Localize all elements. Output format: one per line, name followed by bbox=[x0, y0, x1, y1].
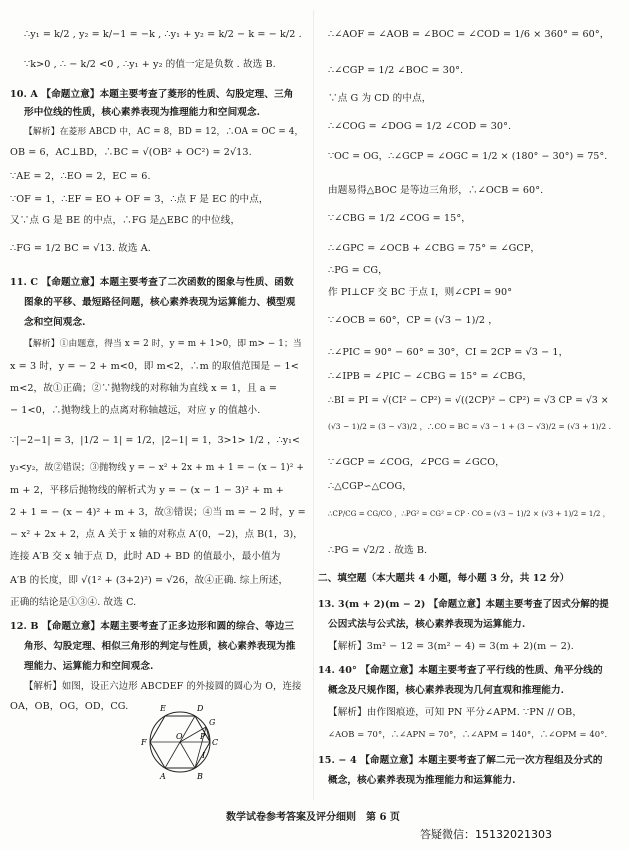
text-line: 【解析】在菱形 ABCD 中，AC = 8，BD = 12，∴OA = OC = 4， bbox=[24, 127, 304, 137]
contact-info: 答疑微信：15132021303 bbox=[420, 828, 552, 841]
text-line: 角形、勾股定理、相似三角形的判定与性质，核心素养表现为推 bbox=[24, 641, 296, 652]
label-a: A bbox=[160, 772, 166, 781]
text-line: 【解析】3m² − 12 = 3(m² − 4) = 3(m + 2)(m − 2). bbox=[328, 641, 574, 652]
label-g: G bbox=[209, 718, 216, 727]
text-line: ∴PG = √2/2 . 故选 B. bbox=[328, 545, 428, 556]
text-line: m<2，故①正确；②∵抛物线的对称轴为直线 x = 1，且 a = bbox=[10, 383, 277, 394]
problem-15-header: 15. − 4 【命题立意】本题主要考查了解二元一次方程组及分式的 bbox=[318, 755, 603, 766]
text-line: − 1<0，∴抛物线上的点离对称轴越远，对应 y 的值越小. bbox=[10, 405, 261, 416]
text-line: ∴∠AOF = ∠AOB = ∠BOC = ∠COD = 1/6 × 360° = 60°， bbox=[328, 29, 610, 40]
text-line: 概念，核心素养表现为推理能力和运算能力. bbox=[328, 775, 516, 786]
label-b: B bbox=[197, 772, 203, 781]
text-line: (√3 − 1)/2 = (3 − √3)/2 ，∴CO = BC = √3 − 1 + (3 − √3)/2 = (√3 + 1)/2 . bbox=[328, 422, 612, 431]
hexagon-circle-figure bbox=[140, 694, 220, 786]
text-line: 正确的结论是①③④. 故选 C. bbox=[10, 597, 137, 608]
label-e: E bbox=[160, 704, 166, 713]
text-line: 形中位线的性质，核心素养表现为推理能力和空间观念. bbox=[24, 107, 261, 118]
text-line: 由题易得△BOC 是等边三角形，∴∠OCB = 60°. bbox=[328, 185, 544, 196]
label-d: D bbox=[197, 704, 204, 713]
text-line: ∴△CGP∽△COG， bbox=[328, 481, 412, 492]
text-line: ∵k>0 , ∴ − k/2 <0 , ∴y₁ + y₂ 的值一定是负数 . 故选 B. bbox=[24, 59, 276, 70]
text-line: ∵AE = 2，∴EO = 2，EC = 6. bbox=[10, 171, 151, 182]
text-line: 图象的平移、最短路径问题，核心素养表现为运算能力、模型观 bbox=[24, 297, 296, 308]
text-line: ∴∠CGP = 1/2 ∠BOC = 30°. bbox=[328, 65, 464, 76]
label-f: F bbox=[141, 738, 147, 747]
text-line: 公因式法与公式法，核心素养表现为运算能力. bbox=[328, 619, 526, 630]
text-line: 理能力、运算能力和空间观念. bbox=[24, 661, 154, 672]
section-heading: 二、填空题（本大题共 4 小题，每小题 3 分，共 12 分） bbox=[318, 573, 570, 584]
text-line: 2 + 1 = − (x − 4)² + m + 3，故③错误；④当 m = − 2 时，y = bbox=[10, 507, 306, 518]
text-line: ∵∠GCP = ∠COG，∠PCG = ∠GCO， bbox=[328, 457, 505, 468]
text-line: ∵OC = OG，∴∠GCP = ∠OGC = 1/2 × (180° − 30°) = 75°. bbox=[328, 151, 608, 162]
text-line: x = 3 时，y = − 2 + m<0，即 m<2，∴m 的取值范围是 − 1< bbox=[10, 361, 299, 372]
text-line: m + 2，平移后抛物线的解析式为 y = − (x − 1 − 3)² + m + bbox=[10, 485, 284, 496]
problem-10-header: 10. A 【命题立意】本题主要考查了菱形的性质、勾股定理、三角 bbox=[10, 89, 294, 100]
text-line: ∴∠GPC = ∠OCB + ∠CBG = 75° = ∠GCP， bbox=[328, 243, 541, 254]
label-i: I bbox=[202, 751, 206, 760]
text-line: 【解析】①由题意，得当 x = 2 时，y = m + 1>0，即 m> − 1；当 bbox=[24, 339, 302, 349]
problem-13-header: 13. 3(m + 2)(m − 2) 【命题立意】本题主要考查了因式分解的提 bbox=[318, 599, 609, 610]
label-o: O bbox=[176, 732, 183, 741]
text-line: ∵|−2−1| = 3，|1/2 − 1| = 1/2，|2−1| = 1，3>1> 1/2 ，∴y₁< bbox=[10, 435, 300, 446]
text-line: ∴∠PIC = 90° − 60° = 30°，CI = 2CP = √3 − 1， bbox=[328, 347, 569, 358]
label-p: P bbox=[200, 732, 206, 741]
text-line: ∴BI = PI = √(CI² − CP²) = √((2CP)² − CP²) = √3 CP = √3 × bbox=[328, 395, 609, 406]
text-line: ∴PG = CG， bbox=[328, 265, 388, 276]
text-line: 又∵点 G 是 BE 的中点，∴FG 是△EBC 的中位线， bbox=[10, 215, 241, 226]
column-divider bbox=[313, 10, 314, 800]
page-footer: 数学试卷参考答案及评分细则 第 6 页 bbox=[226, 812, 400, 823]
text-line: y₃<y₂，故②错误；③抛物线 y = − x² + 2x + m + 1 = − (x − 1)² + bbox=[10, 463, 305, 473]
text-line: 作 PI⊥CF 交 BC 于点 I，则∠CPI = 90° bbox=[328, 287, 513, 298]
text-line: ∴CP/CG = CG/CO ，∴PG² = CG² = CP · CO = (√3 − 1)/2 × (√3 + 1)/2 = 1/2 ， bbox=[328, 510, 610, 518]
text-line: 连接 A′B 交 x 轴于点 D，此时 AD + BD 的值最小，最小值为 bbox=[10, 551, 281, 562]
text-line: ∵OF = 1，∴EF = EO + OF = 3，∴点 F 是 EC 的中点， bbox=[10, 194, 269, 205]
text-line: − x² + 2x + 2，点 A 关于 x 轴的对称点 A′(0，−2)，点 B(1，3)， bbox=[10, 529, 303, 540]
problem-11-header: 11. C 【命题立意】本题主要考查了二次函数的图象与性质、函数 bbox=[10, 277, 294, 288]
text-line: ∵点 G 为 CD 的中点， bbox=[328, 93, 432, 104]
text-line: OA，OB，OG，OD，CG. bbox=[10, 701, 129, 712]
text-line: 【解析】由作图痕迹，可知 PN 平分∠APM. ∵PN // OB， bbox=[328, 707, 583, 718]
problem-12-header: 12. B 【命题立意】本题主要考查了正多边形和圆的综合、等边三 bbox=[10, 621, 295, 632]
label-c: C bbox=[212, 738, 219, 747]
problem-14-header: 14. 40° 【命题立意】本题主要考查了平行线的性质、角平分线的 bbox=[318, 665, 603, 676]
text-line: 概念及尺规作图，核心素养表现为几何直观和推理能力. bbox=[328, 685, 565, 696]
text-line: ∴y₁ = k/2 , y₂ = k/−1 = −k , ∴y₁ + y₂ = k/2 − k = − k/2 . bbox=[24, 29, 302, 40]
text-line: ∵∠OCB = 60°，CP = (√3 − 1)/2 ， bbox=[328, 315, 498, 326]
text-line: ∠AOB = 70°，∴∠APN = 70°，∴∠APM = 140°，∴∠OPM = 40°. bbox=[328, 729, 608, 739]
text-line: A′B 的长度，即 √(1² + (3+2)²) = √26，故④正确. 综上所述， bbox=[10, 575, 289, 586]
text-line: 【解析】如图，设正六边形 ABCDEF 的外接圆的圆心为 O，连接 bbox=[24, 681, 302, 692]
text-line: OB = 6，AC⊥BD，∴BC = √(OB² + OC²) = 2√13. bbox=[10, 147, 252, 158]
text-line: ∴FG = 1/2 BC = √13. 故选 A. bbox=[10, 243, 151, 254]
text-line: ∴∠COG = ∠DOG = 1/2 ∠COD = 30°. bbox=[328, 121, 512, 132]
text-line: 念和空间观念. bbox=[24, 317, 86, 328]
geometry-diagram bbox=[140, 694, 220, 786]
text-line: ∴∠IPB = ∠PIC − ∠CBG = 15° = ∠CBG， bbox=[328, 371, 533, 382]
text-line: ∵∠CBG = 1/2 ∠COG = 15°， bbox=[328, 213, 471, 224]
